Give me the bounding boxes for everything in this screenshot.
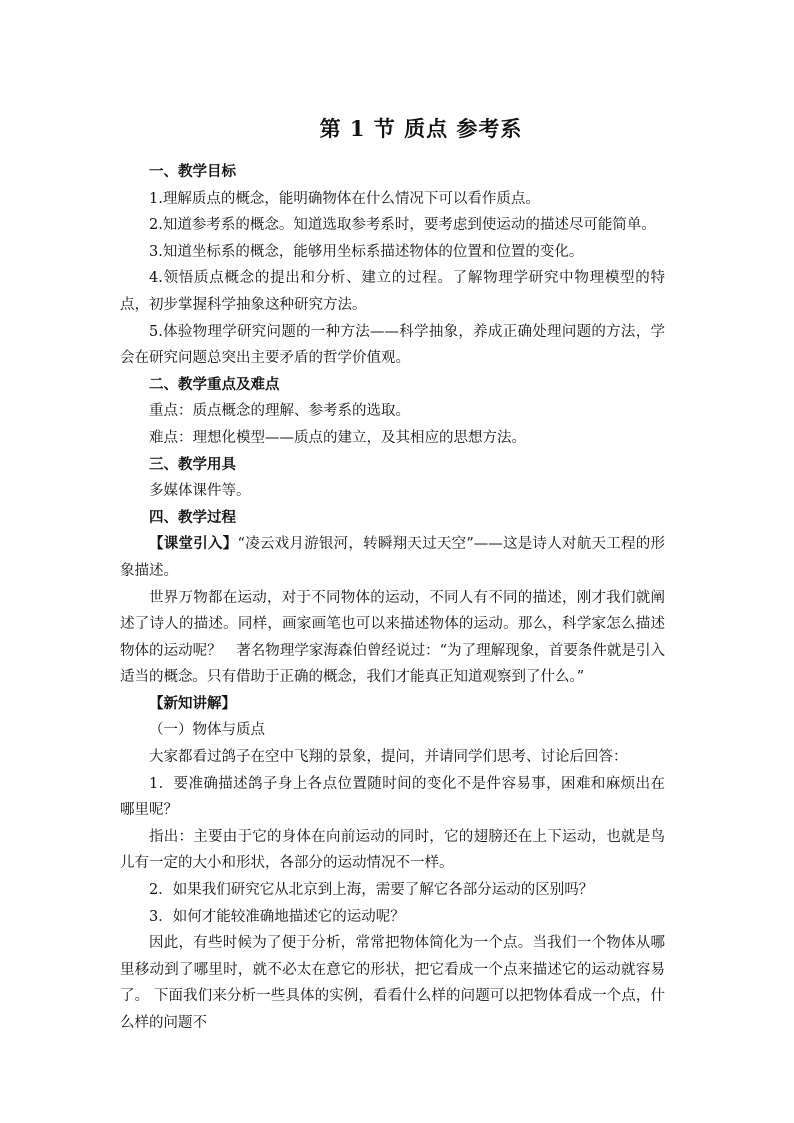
goal-item-4: 4.领悟质点概念的提出和分析、建立的过程。了解物理学研究中物理模型的特点，初步掌握科学抽象这种研究方法。 bbox=[120, 270, 665, 313]
question-1: 1．要准确描述鸽子身上各点位置随时间的变化不是件容易事，困难和麻烦出在哪里呢？ bbox=[120, 775, 665, 819]
goal-item-1: 1.理解质点的概念，能明确物体在什么情况下可以看作质点。 bbox=[149, 190, 540, 207]
question-3: 3．如何才能较准确地描述它的运动呢？ bbox=[149, 908, 405, 925]
intro-paragraph bbox=[120, 531, 665, 584]
subsection-heading-1: （一）物体与质点 bbox=[149, 722, 265, 739]
process-paragraph-3: 因此，有些时候为了便于分析，常常把物体简化为一个点。当我们一个物体从哪里移动到了哪里时，就不必太在意它的形状，把它看成一个点来描述它的运动就容易了。 下面我们来分析一些具体的实例，看看什么样的问题可以把物体看成一个点，什么样的问题不 bbox=[120, 935, 665, 1031]
goal-item-3: 3.知道坐标系的概念，能够用坐标系描述物体的位置和位置的变化。 bbox=[149, 243, 584, 260]
new-knowledge-label: 【新知讲解】 bbox=[149, 694, 236, 712]
section-heading-process: 四、教学过程 bbox=[149, 508, 236, 526]
section-heading-goals: 一、教学目标 bbox=[149, 163, 236, 180]
key-point: 重点：质点概念的理解、参考系的选取。 bbox=[149, 403, 410, 420]
page-title: 第 1 节 质点 参考系 bbox=[319, 116, 523, 141]
process-paragraph-2: 大家都看过鸽子在空中飞翔的景象，提问，并请同学们思考、讨论后回答： bbox=[149, 749, 628, 766]
goal-item-5: 5.体验物理学研究问题的一种方法——科学抽象，养成正确处理问题的方法，学会在研究问题总突出主要矛盾的哲学价值观。 bbox=[120, 323, 665, 367]
section-heading-tools: 三、教学用具 bbox=[149, 455, 236, 473]
intro-label: 【课堂引入】 bbox=[149, 535, 238, 553]
difficult-point: 难点：理想化模型——质点的建立，及其相应的思想方法。 bbox=[149, 429, 526, 446]
intro-text: “凌云戏月游银河，转瞬翔天过天空”——这是诗人对航天工程的形象描述。 bbox=[120, 536, 666, 579]
document-body bbox=[120, 159, 665, 1037]
tools-text: 多媒体课件等。 bbox=[149, 483, 251, 500]
answer-1: 指出：主要由于它的身体在向前运动的同时，它的翅膀还在上下运动，也就是鸟儿有一定的大小和形状，各部分的运动情况不一样。 bbox=[120, 828, 665, 872]
process-paragraph-1: 世界万物都在运动，对于不同物体的运动，不同人有不同的描述，刚才我们就阐述了诗人的描述。同样，画家画笔也可以来描述物体的运动。那么，科学家怎么描述物体的运动呢？ 著名物理学家海森伯曾经说过：“为了理解现象，首要条件就是引入适当的概念。只有借助于正确的概念，我们才能真正知道观察到了什么。” bbox=[120, 589, 665, 686]
goal-item-2: 2.知道参考系的概念。知道选取参考系时，要考虑到使运动的描述尽可能简单。 bbox=[149, 217, 656, 234]
section-heading-keypoints: 二、教学重点及难点 bbox=[149, 375, 280, 393]
question-2: 2．如果我们研究它从北京到上海，需要了解它各部分运动的区别吗？ bbox=[149, 882, 594, 899]
